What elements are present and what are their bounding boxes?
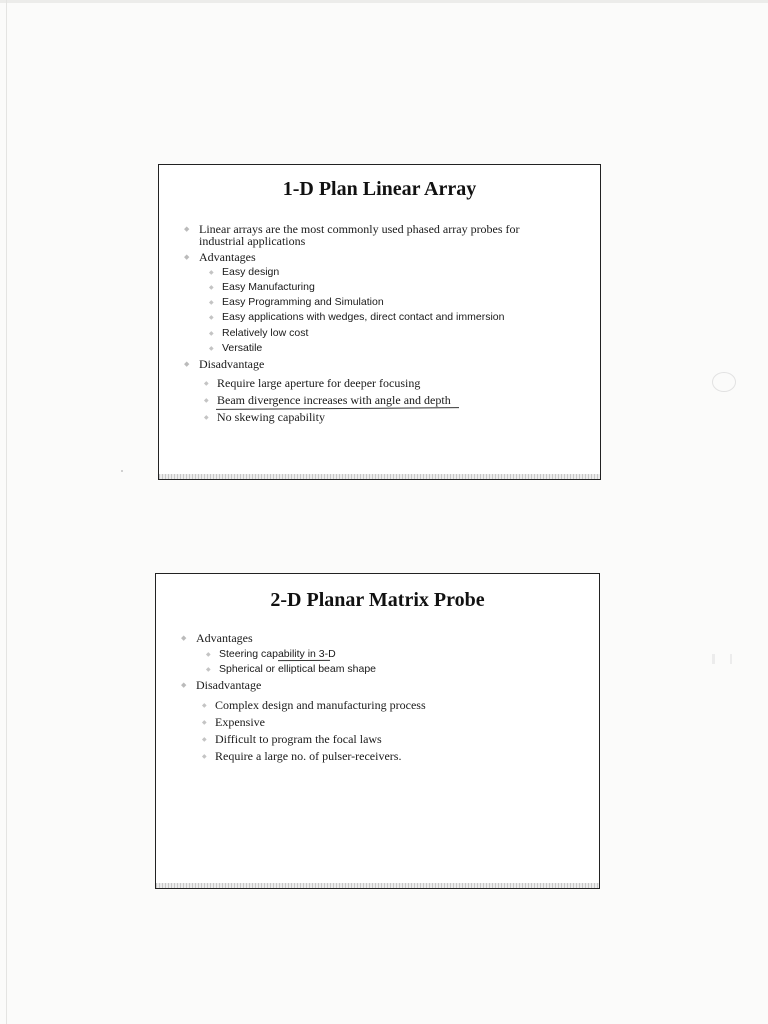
sub-bullet-item: ◆ Steering capability in 3-D [219,648,336,660]
sub-bullet-item: ◆ Expensive [215,716,265,728]
sub-bullet-item: ◆ Require a large no. of pulser-receivers. [215,750,401,762]
sub-bullet-item: ◆ Relatively low cost [222,327,308,339]
bullet-item: ◆ Disadvantage [196,679,261,691]
bullet-item: ◆ Linear arrays are the most commonly used phased array probes for [199,223,520,235]
bullet-item-continuation: industrial applications [199,234,306,248]
sub-bullet-item: ◆ Require large aperture for deeper focusing [217,377,420,389]
handwritten-underline [216,407,459,410]
sub-bullet-item: ◆ Easy applications with wedges, direct contact and immersion [222,311,504,323]
bullet-item: ◆ Advantages [199,251,256,263]
scan-speck [712,654,715,664]
scan-hole-punch-mark [712,372,736,392]
handwritten-underline [278,660,330,661]
slide-1d-linear-array [158,164,601,480]
sub-bullet-item: ◆ Difficult to program the focal laws [215,733,382,745]
bullet-item: ◆ Disadvantage [199,358,264,370]
sub-bullet-item: ◆ Easy Programming and Simulation [222,296,384,308]
scan-left-edge [6,0,7,1024]
sub-bullet-item: ◆ Easy design [222,266,279,278]
scan-speck [730,654,732,664]
sub-bullet-item: ◆ Complex design and manufacturing process [215,699,426,711]
slide-title: 2-D Planar Matrix Probe [270,589,485,611]
scan-top-edge [0,0,768,3]
slide-2d-planar-matrix-probe [155,573,600,889]
slide-title: 1-D Plan Linear Array [282,178,477,200]
sub-bullet-item: ◆ Easy Manufacturing [222,281,315,293]
bullet-item: ◆ Advantages [196,632,253,644]
sub-bullet-item: ◆ Beam divergence increases with angle and depth [217,394,451,406]
sub-bullet-item: ◆ No skewing capability [217,411,325,423]
scan-speck [121,470,123,472]
sub-bullet-item: ◆ Spherical or elliptical beam shape [219,663,376,675]
sub-bullet-item: ◆ Versatile [222,342,262,354]
